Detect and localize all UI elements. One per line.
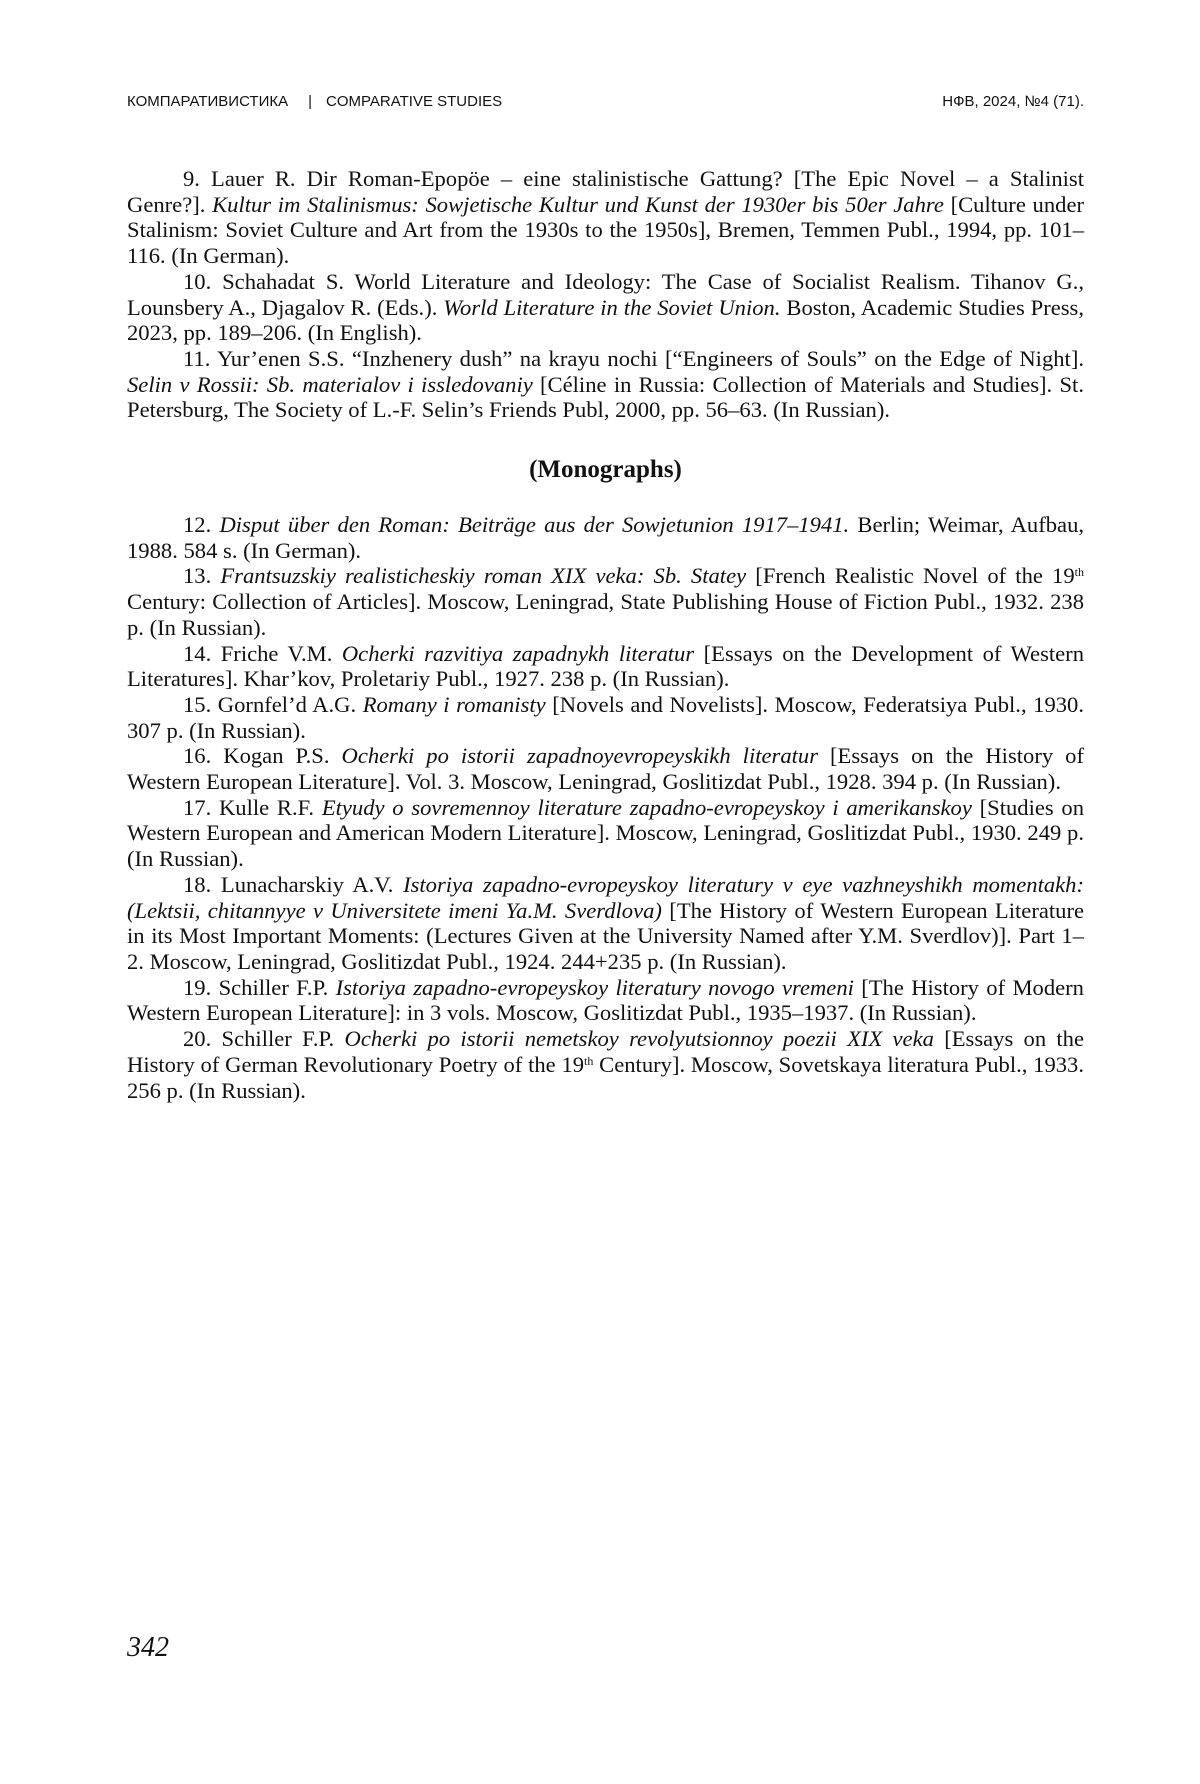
header-separator: | bbox=[308, 93, 313, 110]
reference-title: Frantsuzskiy realisticheskiy roman XIX veka: Sb. Statey bbox=[220, 563, 747, 589]
reference-item bbox=[127, 1026, 1084, 1103]
reference-text: Berlin; Weimar, Aufbau, 1988. 584 s. (In German). bbox=[127, 512, 1085, 563]
reference-item bbox=[127, 975, 1084, 1026]
reference-text: 9. Lauer R. Dir Roman-Epopöe – eine stalinistische Gattung? [The Epic Novel – a Stalinist Genre?]. bbox=[127, 166, 1084, 217]
reference-text: 11. Yur’enen S.S. “Inzhenery dush” na krayu nochi [“Engineers of Souls” on the Edge of Night]. bbox=[183, 345, 1084, 371]
reference-item bbox=[127, 166, 1084, 269]
section-title-en: COMPARATIVE STUDIES bbox=[326, 93, 503, 110]
running-head bbox=[127, 93, 1084, 115]
reference-item bbox=[127, 346, 1084, 423]
reference-text: [Novels and Novelists]. Moscow, Federatsiya Publ., 1930. 307 p. (In Russian). bbox=[127, 691, 1085, 743]
reference-title: Romany i romanisty bbox=[362, 691, 546, 717]
reference-item bbox=[127, 872, 1084, 975]
reference-text: 13. bbox=[183, 563, 221, 589]
reference-text: [Essays on the Development of Western Literatures]. Khar’kov, Proletariy Publ., 1927. 238 p. (In Russian). bbox=[127, 640, 1084, 692]
reference-text: 17. Kulle R.F. bbox=[183, 794, 322, 820]
reference-text: [Essays on the History of German Revolutionary Poetry of the 19 bbox=[127, 1026, 1085, 1077]
reference-title: Ocherki po istorii nemetskoy revolyutsionnoy poezii XIX veka bbox=[344, 1026, 934, 1052]
reference-text: 20. Schiller F.P. bbox=[183, 1026, 345, 1052]
reference-text: [The History of Western European Literature in its Most Important Moments: (Lectures Given at the University Named after Y.M. Sverdlov)]. Part 1–2. Moscow, Leningrad, Goslitizdat Publ., 1924. 244+235 p. (In Russian). bbox=[127, 897, 1084, 974]
section-heading: (Monographs) bbox=[529, 456, 682, 484]
references-list bbox=[127, 166, 1084, 1103]
reference-text: Century]. Moscow, Sovetskaya literatura Publ., 1933. 256 p. (In Russian). bbox=[127, 1051, 1084, 1103]
reference-title: Kultur im Stalinismus: Sowjetische Kultur und Kunst der 1930er bis 50er Jahre bbox=[212, 191, 944, 217]
reference-item bbox=[127, 269, 1084, 346]
reference-text: Century: Collection of Articles]. Moscow, Leningrad, State Publishing House of Fiction Publ., 1932. 238 p. (In Russian). bbox=[127, 589, 1084, 640]
reference-title: Etyudy o sovremennoy literature zapadno-evropeyskoy i amerikanskoy bbox=[321, 794, 972, 820]
reference-text: 19. Schiller F.P. bbox=[183, 974, 336, 1000]
reference-text: 18. Lunacharskiy A.V. bbox=[183, 871, 404, 897]
reference-text: [Culture under Stalinism: Soviet Culture and Art from the 1930s to the 1950s], Bremen, Temmen Publ., 1994, pp. 101–116. (In German). bbox=[127, 191, 1084, 269]
reference-text: 16. Kogan P.S. bbox=[183, 743, 342, 769]
reference-title: Ocherki razvitiya zapadnykh literatur bbox=[341, 640, 695, 666]
reference-text: [The History of Modern Western European Literature]: in 3 vols. Moscow, Goslitizdat Publ., 1935–1937. (In Russian). bbox=[127, 974, 1084, 1026]
reference-title: World Literature in the Soviet Union. bbox=[443, 294, 781, 320]
reference-title: Ocherki po istorii zapadnoyevropeyskikh literatur bbox=[341, 743, 818, 769]
reference-text: 10. Schahadat S. World Literature and Ideology: The Case of Socialist Realism. Tihanov G., Lounsbery A., Djagalov R. (Eds.). bbox=[127, 268, 1084, 320]
reference-item bbox=[127, 641, 1084, 692]
reference-item bbox=[127, 692, 1084, 743]
reference-title: Istoriya zapadno-evropeyskoy literatury v eye vazhneyshikh momentakh: (Lektsii, chitannyye v Universitete imeni Ya.M. Sverdlova) bbox=[127, 871, 1084, 923]
reference-item bbox=[127, 512, 1084, 563]
reference-text: Boston, Academic Studies Press, 2023, pp. 189–206. (In English). bbox=[127, 294, 1084, 346]
reference-text: [French Realistic Novel of the 19 bbox=[746, 563, 1075, 589]
reference-title: Disput über den Roman: Beiträge aus der Sowjetunion 1917–1941. bbox=[219, 512, 850, 538]
section-title-ru: КОМПАРАТИВИСТИКА bbox=[127, 93, 289, 110]
reference-item bbox=[127, 563, 1084, 640]
reference-item bbox=[127, 795, 1084, 872]
reference-text: 15. Gornfel’d A.G. bbox=[183, 691, 363, 717]
ordinal-superscript: th bbox=[584, 1053, 594, 1068]
reference-text: [Céline in Russia: Collection of Materials and Studies]. St. Petersburg, The Society of L.-F. Selin’s Friends Publ, 2000, pp. 56–63. (In Russian). bbox=[127, 371, 1084, 423]
reference-text: 14. Friche V.M. bbox=[183, 640, 342, 666]
reference-text: 12. bbox=[183, 512, 220, 538]
page-number: 342 bbox=[127, 1632, 169, 1663]
reference-text: [Studies on Western European and American Modern Literature]. Moscow, Leningrad, Goslitizdat Publ., 1930. 249 p. (In Russian). bbox=[127, 794, 1085, 872]
running-head-section bbox=[127, 93, 502, 110]
reference-title: Istoriya zapadno-evropeyskoy literatury novogo vremeni bbox=[335, 974, 854, 1000]
reference-item bbox=[127, 743, 1084, 794]
ordinal-superscript: th bbox=[1074, 565, 1084, 580]
journal-issue: НФВ, 2024, №4 (71). bbox=[942, 93, 1084, 110]
reference-text: [Essays on the History of Western European Literature]. Vol. 3. Moscow, Leningrad, Goslitizdat Publ., 1928. 394 p. (In Russian). bbox=[127, 743, 1084, 795]
reference-title: Selin v Rossii: Sb. materialov i issledovaniy bbox=[127, 371, 533, 397]
